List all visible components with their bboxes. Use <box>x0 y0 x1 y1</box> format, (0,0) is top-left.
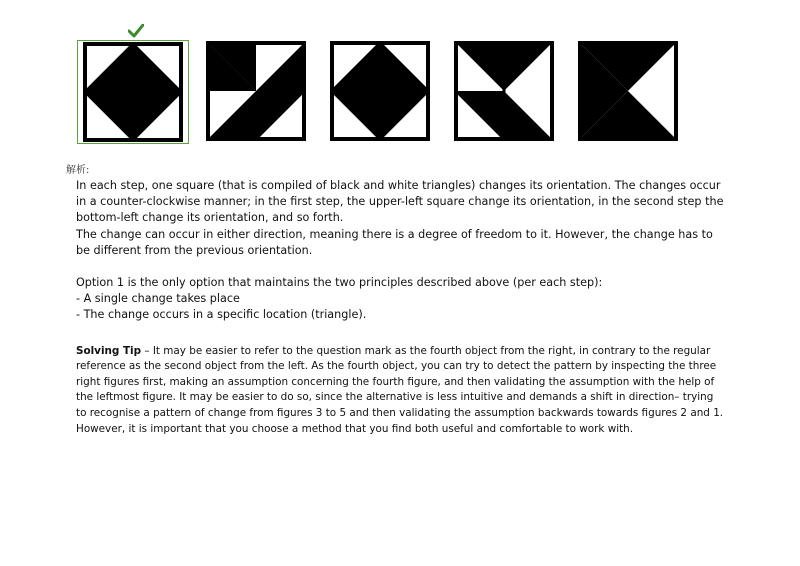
answer-option-1[interactable] <box>77 40 189 144</box>
figure-4-graphic <box>454 41 554 141</box>
solving-tip <box>76 344 726 438</box>
figure-3-graphic <box>330 41 430 141</box>
analysis-paragraph-3: Option 1 is the only option that maintains the two principles described above (per each step): <box>76 276 603 290</box>
answer-option-3[interactable] <box>325 40 437 144</box>
spacer <box>76 259 726 275</box>
analysis-content <box>76 178 726 437</box>
solving-tip-text: – It may be easier to refer to the question mark as the fourth object from the right, in contrary to the regular reference as the second object from the left. As the fourth object, you can try to detect the pattern by inspecting the three right figures first, making an assumption concerning the fourth figure, and then validating the assumption with the help of the leftmost figure. It may be easier to do so, since the alternative is less intuitive and demands a shift in direction– trying to recognise a pattern of change from figures 3 to 5 and then validating the assumption backwards towards figures 2 and 1. However, it is important that you choose a method that you find both useful and comfortable to work with. <box>76 344 724 435</box>
solving-tip-title: Solving Tip <box>76 344 142 357</box>
answer-figures-row <box>77 24 687 148</box>
figure-5-graphic <box>578 41 678 141</box>
analysis-bullet-2: - The change occurs in a specific location (triangle). <box>76 308 367 322</box>
checkmark-icon <box>128 24 144 38</box>
analysis-label: 解析: <box>66 165 90 176</box>
analysis-paragraph-2: The change can occur in either direction, meaning there is a degree of freedom to it. However, the change has to be different from the previous orientation. <box>76 227 713 257</box>
spacer <box>76 324 726 344</box>
figure-1-graphic <box>83 42 183 142</box>
answer-option-5[interactable] <box>573 40 685 144</box>
answer-option-2[interactable] <box>201 40 313 144</box>
answer-option-4[interactable] <box>449 40 561 144</box>
analysis-paragraph-1: In each step, one square (that is compiled of black and white triangles) changes its orientation. The changes occur in a counter-clockwise manner; in the first step, the upper-left square change its orientation, in the second step the bottom-left change its orientation, and so forth. <box>76 179 724 225</box>
analysis-bullet-1: - A single change takes place <box>76 292 240 306</box>
figure-2-graphic <box>206 41 306 141</box>
